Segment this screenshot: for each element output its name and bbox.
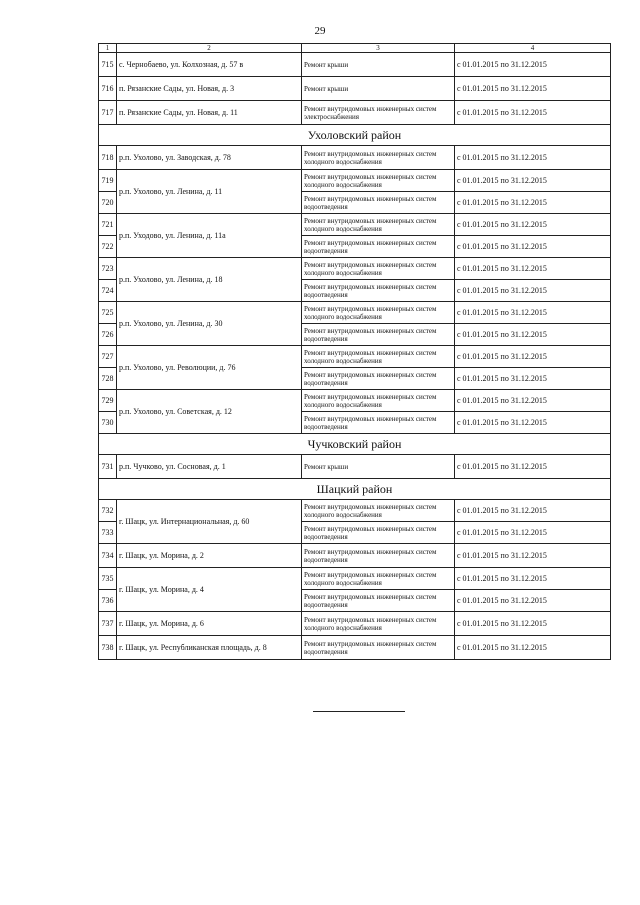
row-number: 729 (99, 390, 117, 412)
work-type-cell: Ремонт крыши (302, 77, 455, 101)
column-header: 1 (99, 44, 117, 53)
address-cell: р.п. Чучково, ул. Сосновая, д. 1 (117, 455, 302, 479)
period-cell: с 01.01.2015 по 31.12.2015 (455, 500, 611, 522)
address-cell: п. Рязанские Сады, ул. Новая, д. 11 (117, 101, 302, 125)
address-cell: р.п. Ухолово, ул. Советская, д. 12 (117, 390, 302, 434)
period-cell: с 01.01.2015 по 31.12.2015 (455, 390, 611, 412)
address-cell: г. Шацк, ул. Морина, д. 4 (117, 568, 302, 612)
work-type-cell: Ремонт внутридомовых инженерных систем водоотведения (302, 280, 455, 302)
period-cell: с 01.01.2015 по 31.12.2015 (455, 368, 611, 390)
table-row (99, 53, 611, 77)
table-row (99, 170, 611, 192)
work-type-cell: Ремонт внутридомовых инженерных систем водоотведения (302, 368, 455, 390)
work-type-cell: Ремонт внутридомовых инженерных систем водоотведения (302, 636, 455, 660)
address-cell: с. Чернобаево, ул. Колхозная, д. 57 в (117, 53, 302, 77)
address-cell: р.п. Ухолово, ул. Революции, д. 76 (117, 346, 302, 390)
table-row (99, 612, 611, 636)
row-number: 727 (99, 346, 117, 368)
period-cell: с 01.01.2015 по 31.12.2015 (455, 258, 611, 280)
work-type-cell: Ремонт внутридомовых инженерных систем водоотведения (302, 590, 455, 612)
address-cell: г. Шацк, ул. Морина, д. 2 (117, 544, 302, 568)
district-header-row (99, 479, 611, 500)
work-type-cell: Ремонт внутридомовых инженерных систем холодного водоснабжения (302, 258, 455, 280)
work-type-cell: Ремонт внутридомовых инженерных систем водоотведения (302, 522, 455, 544)
period-cell: с 01.01.2015 по 31.12.2015 (455, 412, 611, 434)
period-cell: с 01.01.2015 по 31.12.2015 (455, 53, 611, 77)
row-number: 717 (99, 101, 117, 125)
period-cell: с 01.01.2015 по 31.12.2015 (455, 590, 611, 612)
work-type-cell: Ремонт внутридомовых инженерных систем водоотведения (302, 192, 455, 214)
work-type-cell: Ремонт внутридомовых инженерных систем холодного водоснабжения (302, 346, 455, 368)
work-type-cell: Ремонт внутридомовых инженерных систем электроснабжения (302, 101, 455, 125)
period-cell: с 01.01.2015 по 31.12.2015 (455, 568, 611, 590)
table-row (99, 214, 611, 236)
table-row (99, 77, 611, 101)
period-cell: с 01.01.2015 по 31.12.2015 (455, 77, 611, 101)
table-row (99, 544, 611, 568)
district-header-row (99, 434, 611, 455)
closing-rule (313, 711, 405, 712)
row-number: 720 (99, 192, 117, 214)
column-header: 4 (455, 44, 611, 53)
work-type-cell: Ремонт крыши (302, 455, 455, 479)
table-body (99, 44, 611, 660)
table-row (99, 258, 611, 280)
period-cell: с 01.01.2015 по 31.12.2015 (455, 544, 611, 568)
table-row (99, 568, 611, 590)
period-cell: с 01.01.2015 по 31.12.2015 (455, 214, 611, 236)
row-number: 737 (99, 612, 117, 636)
table-row (99, 455, 611, 479)
row-number: 716 (99, 77, 117, 101)
work-type-cell: Ремонт крыши (302, 53, 455, 77)
row-number: 721 (99, 214, 117, 236)
table-row (99, 390, 611, 412)
work-type-cell: Ремонт внутридомовых инженерных систем холодного водоснабжения (302, 302, 455, 324)
row-number: 715 (99, 53, 117, 77)
period-cell: с 01.01.2015 по 31.12.2015 (455, 612, 611, 636)
row-number: 722 (99, 236, 117, 258)
period-cell: с 01.01.2015 по 31.12.2015 (455, 236, 611, 258)
row-number: 718 (99, 146, 117, 170)
column-number-row (99, 44, 611, 53)
row-number: 724 (99, 280, 117, 302)
page-number: 29 (314, 25, 326, 37)
district-name: Шацкий район (99, 479, 611, 500)
period-cell: с 01.01.2015 по 31.12.2015 (455, 636, 611, 660)
table-row (99, 302, 611, 324)
work-type-cell: Ремонт внутридомовых инженерных систем холодного водоснабжения (302, 146, 455, 170)
period-cell: с 01.01.2015 по 31.12.2015 (455, 455, 611, 479)
district-header-row (99, 125, 611, 146)
period-cell: с 01.01.2015 по 31.12.2015 (455, 280, 611, 302)
work-type-cell: Ремонт внутридомовых инженерных систем холодного водоснабжения (302, 390, 455, 412)
work-type-cell: Ремонт внутридомовых инженерных систем холодного водоснабжения (302, 568, 455, 590)
period-cell: с 01.01.2015 по 31.12.2015 (455, 146, 611, 170)
work-type-cell: Ремонт внутридомовых инженерных систем водоотведения (302, 324, 455, 346)
column-header: 3 (302, 44, 455, 53)
repair-schedule-table (98, 43, 611, 660)
work-type-cell: Ремонт внутридомовых инженерных систем холодного водоснабжения (302, 214, 455, 236)
district-name: Ухоловский район (99, 125, 611, 146)
address-cell: г. Шацк, ул. Интернациональная, д. 60 (117, 500, 302, 544)
address-cell: п. Рязанские Сады, ул. Новая, д. 3 (117, 77, 302, 101)
row-number: 738 (99, 636, 117, 660)
work-type-cell: Ремонт внутридомовых инженерных систем холодного водоснабжения (302, 612, 455, 636)
row-number: 730 (99, 412, 117, 434)
period-cell: с 01.01.2015 по 31.12.2015 (455, 170, 611, 192)
period-cell: с 01.01.2015 по 31.12.2015 (455, 324, 611, 346)
address-cell: р.п. Ухолово, ул. Ленина, д. 18 (117, 258, 302, 302)
address-cell: г. Шацк, ул. Республиканская площадь, д. 8 (117, 636, 302, 660)
work-type-cell: Ремонт внутридомовых инженерных систем водоотведения (302, 236, 455, 258)
period-cell: с 01.01.2015 по 31.12.2015 (455, 101, 611, 125)
row-number: 719 (99, 170, 117, 192)
row-number: 723 (99, 258, 117, 280)
row-number: 736 (99, 590, 117, 612)
table-row (99, 346, 611, 368)
period-cell: с 01.01.2015 по 31.12.2015 (455, 302, 611, 324)
row-number: 731 (99, 455, 117, 479)
work-type-cell: Ремонт внутридомовых инженерных систем холодного водоснабжения (302, 500, 455, 522)
address-cell: р.п. Уходово, ул. Ленина, д. 11а (117, 214, 302, 258)
period-cell: с 01.01.2015 по 31.12.2015 (455, 192, 611, 214)
district-name: Чучковский район (99, 434, 611, 455)
row-number: 732 (99, 500, 117, 522)
row-number: 734 (99, 544, 117, 568)
period-cell: с 01.01.2015 по 31.12.2015 (455, 522, 611, 544)
row-number: 733 (99, 522, 117, 544)
column-header: 2 (117, 44, 302, 53)
work-type-cell: Ремонт внутридомовых инженерных систем холодного водоснабжения (302, 170, 455, 192)
table-row (99, 146, 611, 170)
work-type-cell: Ремонт внутридомовых инженерных систем водоотведения (302, 544, 455, 568)
table-row (99, 101, 611, 125)
row-number: 728 (99, 368, 117, 390)
row-number: 735 (99, 568, 117, 590)
address-cell: р.п. Ухолово, ул. Ленина, д. 30 (117, 302, 302, 346)
row-number: 726 (99, 324, 117, 346)
address-cell: р.п. Ухолово, ул. Заводская, д. 78 (117, 146, 302, 170)
work-type-cell: Ремонт внутридомовых инженерных систем водоотведения (302, 412, 455, 434)
period-cell: с 01.01.2015 по 31.12.2015 (455, 346, 611, 368)
table-row (99, 636, 611, 660)
table-row (99, 500, 611, 522)
address-cell: г. Шацк, ул. Морина, д. 6 (117, 612, 302, 636)
row-number: 725 (99, 302, 117, 324)
address-cell: р.п. Ухолово, ул. Ленина, д. 11 (117, 170, 302, 214)
